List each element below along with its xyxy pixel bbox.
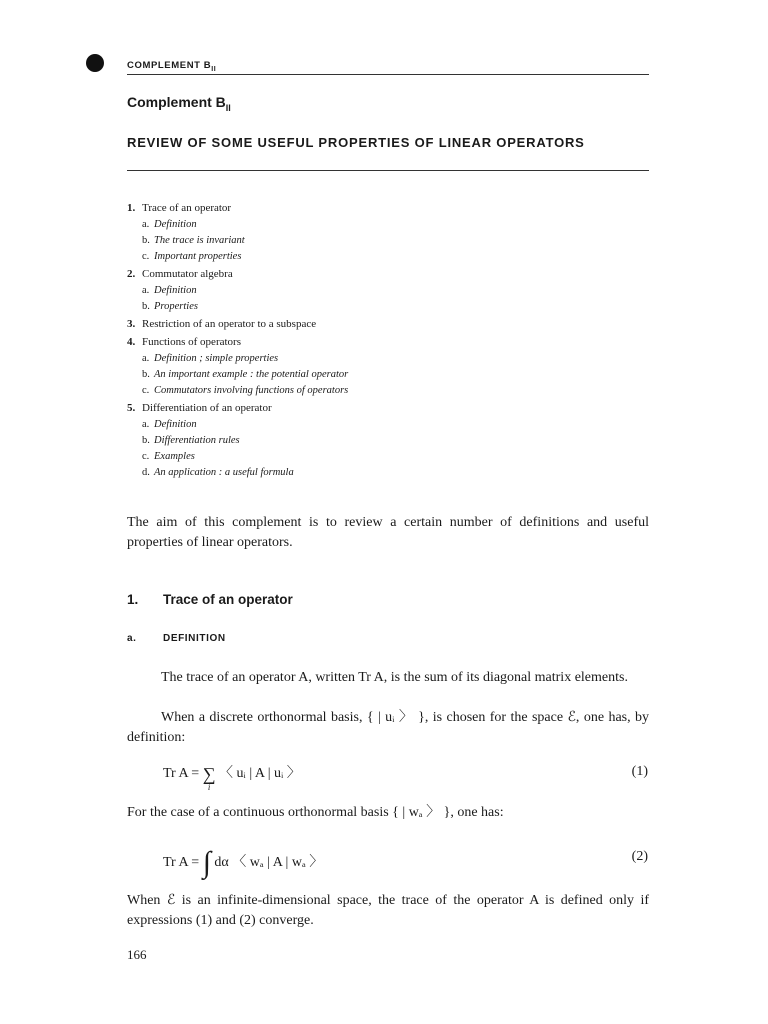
toc-subitem-label: Definition ; simple properties (154, 353, 279, 364)
toc-subitem (127, 283, 647, 299)
title-rule (127, 170, 649, 171)
table-of-contents (127, 199, 647, 481)
toc-item-label: Trace of an operator (142, 202, 232, 214)
toc-subitem-label: Important properties (154, 251, 242, 262)
toc-item-number: 4. (127, 336, 136, 348)
running-head: COMPLEMENT $B_{II}$ (127, 60, 217, 73)
toc-item (127, 315, 647, 333)
toc-item-label: Differentiation of an operator (142, 402, 272, 414)
complement-title: Complement $B_{II}$ (127, 94, 231, 113)
toc-item (127, 265, 647, 283)
toc-subitem-label: Differentiation rules (154, 435, 240, 446)
toc-subitem (127, 299, 647, 315)
toc-subitem (127, 449, 647, 465)
toc-subitem-letter: c. (142, 385, 150, 396)
toc-subitem (127, 465, 647, 481)
intro-paragraph: The aim of this complement is to review a certain number of definitions and useful properties of linear operators. (127, 515, 649, 550)
equation-2-number: (2) (631, 849, 648, 864)
toc-subitem-letter: a. (142, 353, 150, 364)
toc-subitem (127, 233, 647, 249)
body-paragraph-1: The trace of an operator A, written Tr A, is the sum of its diagonal matrix elements. (161, 670, 628, 685)
toc-item (127, 399, 647, 417)
toc-item-number: 2. (127, 268, 136, 280)
toc-subitem-label: Definition (154, 419, 197, 430)
toc-subitem-letter: a. (142, 219, 150, 230)
toc-subitem-label: Definition (154, 285, 197, 296)
toc-subitem-label: Examples (154, 451, 195, 462)
toc-subitem (127, 417, 647, 433)
toc-subitem-label: An application : a useful formula (154, 467, 294, 478)
toc-subitem (127, 249, 647, 265)
equation-2: Tr A = ∫ dα 〈 wₐ | A | wₐ 〉 (163, 846, 324, 879)
toc-subitem-letter: a. (142, 285, 150, 296)
toc-subitem-letter: b. (142, 369, 150, 380)
toc-subitem-label: Properties (154, 301, 198, 312)
body-paragraph-3: For the case of a continuous orthonormal basis { | wₐ 〉 }, one has: (127, 805, 504, 820)
running-head-rule (127, 74, 649, 75)
toc-item-number: 3. (127, 318, 136, 330)
toc-subitem-label: Definition (154, 219, 197, 230)
toc-subitem (127, 217, 647, 233)
toc-subitem-letter: c. (142, 451, 150, 462)
toc-subitem (127, 433, 647, 449)
toc-subitem-letter: a. (142, 419, 150, 430)
toc-subitem-letter: b. (142, 235, 150, 246)
section-heading: 1. Trace of an operator (127, 592, 293, 607)
complement-subtitle: REVIEW OF SOME USEFUL PROPERTIES OF LINEAR OPERATORS (127, 135, 585, 150)
equation-1-number: (1) (631, 764, 648, 779)
toc-subitem-label: An important example : the potential operator (154, 369, 349, 380)
toc-item-label: Functions of operators (142, 336, 241, 348)
toc-item-label: Commutator algebra (142, 268, 233, 280)
toc-item-label: Restriction of an operator to a subspace (142, 318, 317, 330)
toc-subitem-letter: b. (142, 301, 150, 312)
toc-item-number: 1. (127, 202, 136, 214)
toc-subitem-label: The trace is invariant (154, 235, 245, 246)
toc-subitem (127, 383, 647, 399)
toc-subitem (127, 367, 647, 383)
equation-1: Tr A = ∑ $^i$ 〈 uᵢ | A | uᵢ 〉 (163, 764, 301, 792)
toc-subitem-letter: c. (142, 251, 150, 262)
body-paragraph-4: When ℰ is an infinite-dimensional space, the trace of the operator A is defined only if expressions (1) and (2) converge. (127, 893, 649, 928)
page-number: 166 (127, 947, 147, 962)
toc-item (127, 199, 647, 217)
toc-subitem (127, 351, 647, 367)
bullet-mark-icon (86, 54, 104, 72)
toc-subitem-letter: b. (142, 435, 150, 446)
subsection-heading: a. DEFINITION (127, 633, 226, 644)
toc-subitem-letter: d. (142, 467, 150, 478)
toc-item-number: 5. (127, 402, 136, 414)
toc-item (127, 333, 647, 351)
body-paragraph-2: When a discrete orthonormal basis, { | uᵢ 〉 }, is chosen for the space ℰ, one has, by definition: (127, 710, 649, 745)
summation-symbol: ∑ (202, 764, 216, 784)
toc-subitem-label: Commutators involving functions of operators (154, 385, 349, 396)
integral-symbol: ∫ (202, 846, 211, 879)
